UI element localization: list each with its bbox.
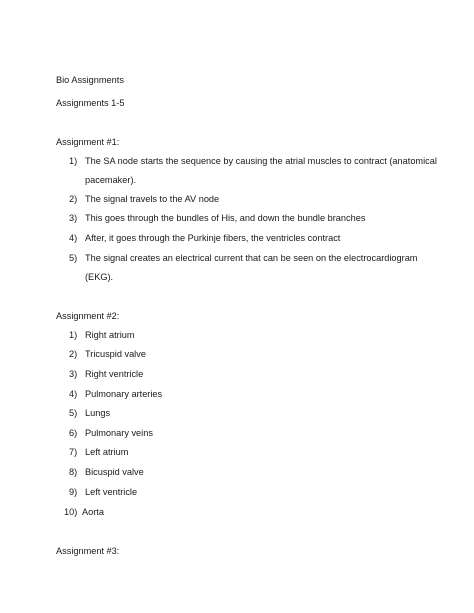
list-item-number: 10) bbox=[64, 507, 78, 517]
list-item-text: The signal creates an electrical current that can be seen on the electrocardiogram bbox=[85, 253, 418, 263]
list-item-number: 2) bbox=[69, 349, 78, 359]
list-item-number: 8) bbox=[69, 467, 78, 477]
list-item-number: 3) bbox=[69, 213, 78, 223]
list-item-text: Pulmonary veins bbox=[85, 428, 153, 438]
list-item-text: Right ventricle bbox=[85, 369, 144, 379]
list-item-number: 6) bbox=[69, 428, 78, 438]
list-item-number: 9) bbox=[69, 487, 78, 497]
list-item-text: Pulmonary arteries bbox=[85, 389, 163, 399]
list-item-number: 4) bbox=[69, 233, 78, 243]
list-item-text-continued: (EKG). bbox=[85, 272, 114, 282]
assignment-3-heading: Assignment #3: bbox=[56, 546, 120, 556]
list-item-number: 1) bbox=[69, 330, 78, 340]
list-item-text: Tricuspid valve bbox=[85, 349, 146, 359]
list-item-number: 5) bbox=[69, 253, 78, 263]
list-item-text: Bicuspid valve bbox=[85, 467, 144, 477]
list-item-text: Aorta bbox=[82, 507, 104, 517]
list-item-number: 5) bbox=[69, 408, 78, 418]
list-item-text-continued: pacemaker). bbox=[85, 175, 137, 185]
list-item-text: Right atrium bbox=[85, 330, 135, 340]
assignment-1-heading: Assignment #1: bbox=[56, 137, 120, 147]
list-item-number: 1) bbox=[69, 156, 78, 166]
list-item-text: Left atrium bbox=[85, 447, 129, 457]
document-subtitle: Assignments 1-5 bbox=[56, 98, 125, 108]
list-item-number: 3) bbox=[69, 369, 78, 379]
assignment-2-heading: Assignment #2: bbox=[56, 311, 120, 321]
list-item-text: Lungs bbox=[85, 408, 111, 418]
list-item-text: Left ventricle bbox=[85, 487, 138, 497]
list-item-number: 2) bbox=[69, 194, 78, 204]
list-item-text: After, it goes through the Purkinje fibers, the ventricles contract bbox=[85, 233, 341, 243]
list-item-number: 7) bbox=[69, 447, 78, 457]
list-item-number: 4) bbox=[69, 389, 78, 399]
list-item-text: This goes through the bundles of His, and down the bundle branches bbox=[85, 213, 366, 223]
list-item-text: The SA node starts the sequence by causing the atrial muscles to contract (anatomical bbox=[85, 156, 437, 166]
list-item-text: The signal travels to the AV node bbox=[85, 194, 220, 204]
document-title: Bio Assignments bbox=[56, 75, 124, 85]
